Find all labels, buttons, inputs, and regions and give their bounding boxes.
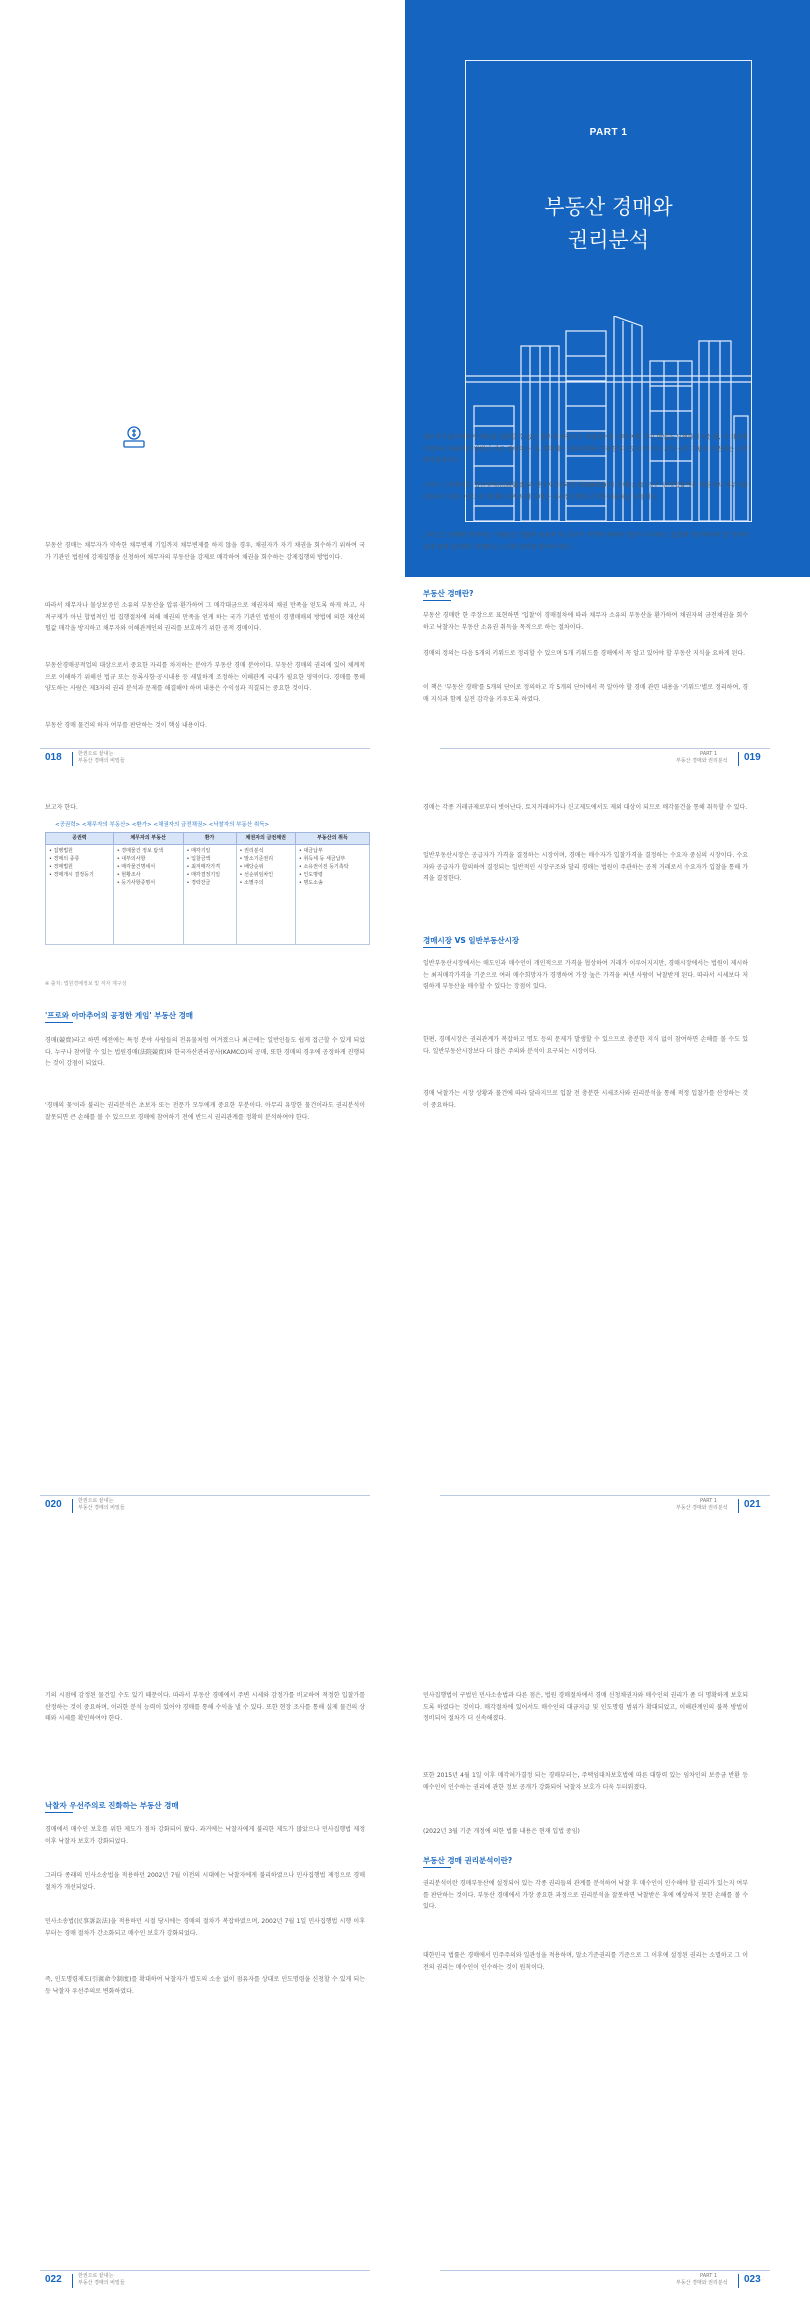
keyword-table [45,832,370,945]
page-number: 021 [744,1499,761,1510]
footer-part: PART 1 [700,1498,718,1504]
page-019 [405,0,810,770]
paragraph: (2022년 3월 기준 개정에 의한 법률 내용은 현재 입법 중임) [423,1828,580,1835]
paragraph: 부동산 경매 물건의 하자 여부를 판단하는 것이 핵심 내용이다. [45,722,208,729]
footer-part: PART 1 [700,2273,718,2279]
table-note: ※ 출처: 법원경매정보 및 저자 재구성 [45,981,127,987]
paragraph: 즉, 인도명령제도(引渡命令制度)를 확대하여 낙찰자가 별도의 소송 없이 점유자를 상대로 인도명령을 신청할 수 있게 되는 등 낙찰자 우선주의로 변화하였다. [45,1976,365,1995]
table-header: 부동산의 취득 [295,833,369,845]
paragraph: 경매에서 매수인 보호를 위한 제도가 점차 강화되어 왔다. 과거에는 낙찰자에게 불리한 제도가 많았으나 민사집행법 제정 이후 낙찰자 보호가 강화되었다. [45,1826,365,1845]
section-heading: 낙찰자 우선주의로 진화하는 부동산 경매 [45,1801,179,1810]
footer-rule [40,1495,370,1496]
table-row [46,845,370,945]
paragraph: 권리분석이란 경매부동산에 설정되어 있는 각종 권리들의 관계를 분석하여 낙찰 후 매수인이 인수해야 할 권리가 있는지 여부를 판단하는 것이다. 부동산 경매에서 가장 중요한 과정으로 권리분석을 잘못하면 낙찰받은 후에 예상하지 못한 손해를 볼 수 있다. [423,1880,748,1910]
paragraph: 또한 2015년 4월 1일 이후 매각허가결정 되는 경매부터는, 주택임대차보호법에 따른 대항력 있는 임차인의 보증금 반환 등 매수인이 인수하는 권리에 관한 정보 공개가 강화되어 낙찰자 보호가 더욱 두터워졌다. [423,1772,748,1791]
paragraph: 따라서 채무자나 물상보증인 소유의 부동산을 압류·환가하여 그 매각대금으로 채권자의 채권 만족을 얻도록 하게 하고, 사적구제가 아닌 합법적인 법 집행절차에 의해 채권의 만족을 얻게 하는 국가 기관인 법원이 경쟁매매의 방법에 의한 재산의 헐값 매각을 방지하고 채무자와 이해관계인의 권리를 보호하기 위한 공적 경매이다. [45,602,365,632]
footer-divider [72,752,73,766]
paragraph: 그러므로 경매에 참여하는 사람들은 법률적·금융적 및 실무적 측면에 대하여 충분히 숙지하고 입찰에 참가하여야 할 것이며 실제 경매 법정에서 진행되는 순서와 절차를 알아야 한다. [423,532,748,551]
footer-book-subtitle: 부동산 경매의 비밀들 [78,758,125,764]
table-cell: • 대금납부 • 취득세 등 세금납부 • 소유권이전 등기촉탁 • 인도명령 • 명도소송 [295,845,369,945]
paragraph: 일반부동산시장에서는 매도인과 매수인이 개인적으로 가격을 협상하여 거래가 이루어지지만, 경매시장에서는 법원이 제시하는 최저매각가격을 기준으로 여러 매수희망자가 경쟁하여 가장 높은 가격을 써낸 사람이 낙찰받게 된다. 따라서 시세보다 저렴하게 부동산을 매수할 수 있다는 장점이 있다. [423,960,748,990]
footer-divider [72,2274,73,2288]
paragraph: 경매 낙찰가는 시장 상황과 물건에 따라 달라지므로 입찰 전 충분한 시세조사와 권리분석을 통해 적정 입찰가를 산정하는 것이 중요하다. [423,1090,748,1109]
footer-divider [72,1499,73,1513]
table-header-row [46,833,370,845]
heading-underline [423,600,451,601]
footer-rule [440,748,770,749]
page-020 [0,770,405,1530]
table-cell: • 집행법원 • 경매의 종류 • 경매법원 • 경매개시 결정등기 [46,845,114,945]
table-cell: • 권리분석 • 말소기준권리 • 배당순위 • 선순위임차인 • 소멸주의 [236,845,295,945]
footer-book-subtitle: 부동산 경매의 비밀들 [78,2280,125,2286]
page-018 [0,0,405,770]
paragraph: '경매의 꽃'이라 불리는 권리분석은 초보자 또는 전문가 모두에게 중요한 부분이다. 아무리 유망한 물건이라도 권리분석이 잘못되면 큰 손해를 볼 수 있으므로 경매에 참여하기 전에 반드시 권리관계를 정확히 분석하여야 한다. [45,1102,365,1121]
paragraph: 민사소송법(民事訴訟法)을 적용하던 시절 당시에는 경매의 절차가 복잡하였으며, 2002년 7월 1일 민사집행법 시행 이후부터는 경매 절차가 간소화되고 매수인 보호가 강화되었다. [45,1918,365,1937]
footer-book-title: 한권으로 끝내는 [78,751,114,757]
part-label: PART 1 [589,127,628,138]
heading-underline [45,1022,73,1023]
paragraph: 부동산 경매는 채무자가 약속한 채무변제 기일까지 채무변제를 하지 않을 경우, 채권자가 자기 채권을 회수하기 위하여 국가 기관인 법원에 강제집행을 신청하여 채무자의 부동산을 강제로 매각하여 채권을 회수하는 강제집행의 방법이다. [45,542,365,561]
section-heading: 부동산 경매란? [423,589,474,598]
paragraph: 경매의 정의는 다음 5개의 키워드로 정리할 수 있으며 5개 키워드를 경매에서 꼭 알고 있어야 할 부동산 지식을 요하게 된다. [423,650,746,657]
paragraph: 경매는 각종 거래규제로부터 벗어난다. 토지거래허가나 신고제도에서도 제외 대상이 되므로 매각물건을 통해 취득할 수 있다. [423,804,748,811]
paragraph: 부동산경매공적업의 대상으로서 중요한 자리를 차지하는 분야가 부동산 경매 분야이다. 부동산 경매의 권리에 있어 체계적으로 이해하기 위해선 법규 또는 등록사항·공시내용 등 세밀하게 조정하는 이해관계 국내가 필요한 영역이다. 경매를 통해 양도하는 사람은 제3자의 권리 분석과 문제를 해결해야 하며 내용은 수익성과 직결되는 중요한 것이다. [45,662,365,692]
paragraph: 그러다 종래의 민사소송법을 적용하던 2002년 7월 이전의 시대에는 낙찰자에게 불리하였으나 민사집행법 제정으로 경매절차가 개선되었다. [45,1872,365,1891]
table-header: 환가 [183,833,236,845]
footer-book-title: 한권으로 끝내는 [78,1498,114,1504]
paragraph: 민사집행법이 구법인 민사소송법과 다른 점은, 법원 경매절차에서 경매 신청채권자와 매수인의 권리가 좀 더 명확하게 보호되도록 하였다는 것이다. 매각절차에 있어서도 매수인의 대금지급 및 인도명령 범위가 확대되었고, 이해관계인의 불복 방법이 정비되어 절차가 더 신속해졌다. [423,1692,748,1722]
footer-chapter: 부동산 경매와 권리분석 [676,2280,728,2286]
footer-part: PART 1 [700,751,718,757]
footer-divider [738,2274,739,2288]
footer-divider [738,752,739,766]
page-number: 022 [45,2274,62,2285]
page-022 [0,1530,405,2300]
spread-1 [0,0,810,770]
paragraph: 경매(競賣)라고 하면 예전에는 특정 분야 사람들의 전유물처럼 여겨졌으나 최근에는 일반인들도 쉽게 접근할 수 있게 되었다. 누구나 참여할 수 있는 법원경매(法院競賣)와 한국자산관리공사(KAMCO)의 공매, 또한 경매의 경우에 공정하게 진행되는 것이 강점이 되었다. [45,1037,365,1067]
table-cell: • 경매물건 정보 탐색 • 내부의사항 • 매각물건명세서 • 현황조사 • 등기사항증명서 [113,845,183,945]
section-heading: 경매시장 VS 일반부동산시장 [423,936,520,945]
footer-rule [440,2270,770,2271]
heading-underline [423,947,451,948]
page-number: 020 [45,1499,62,1510]
heading-underline [45,1812,73,1813]
table-header: 채무자의 부동산 [113,833,183,845]
part-title-line1: 부동산 경매와 [544,195,673,219]
table-header: 공권력 [46,833,114,845]
footer-book-subtitle: 부동산 경매의 비밀들 [78,1505,125,1511]
page-023 [405,1530,810,2300]
page-number: 018 [45,752,62,763]
paragraph: 이 책은 '부동산 경매'를 5개의 단어로 정의하고 각 5개의 단어에서 꼭 알아야 할 경매 관련 내용을 '키워드'별로 정리하여, 경매 지식과 함께 실전 감각을 키우도록 하였다. [423,684,748,703]
page-number: 019 [744,752,761,763]
money-icon [120,425,148,449]
footer-rule [440,1495,770,1496]
paragraph: 그러나 그중에서도 법원경매(法院競賣)와 한국자산관리공사(KAMCO)의 공매(公賣) 등은 관계법률에서 채권자와 채무자를 보호하기 위한 수단으로 경매를 하게 되며 공매는 국세징수법에 근거한 세금체납 처분이다. [423,482,748,501]
part-title-line2: 권리분석 [567,228,650,252]
heading-underline [423,1867,451,1868]
paragraph: 보고자 한다. [45,804,78,811]
paragraph: 일반부동산시장은 공급자가 가격을 결정하는 시장이며, 경매는 매수자가 입찰가격을 결정하는 수요자 중심의 시장이다. 수요자와 공급자가 합의하여 결정되는 일반적인 시장구조와 달리 경매는 법원이 주관하는 공적 거래로서 수요자가 입찰을 통해 가격을 결정한다. [423,852,748,882]
footer-chapter: 부동산 경매와 권리분석 [676,758,728,764]
paragraph: 기의 시점에 감정된 물건일 수도 있기 때문이다. 따라서 부동산 경매에서 주변 시세와 감정가를 비교하여 적정한 입찰가를 산정하는 것이 중요하며, 이러한 분석 능력이 있어야 경매를 통해 수익을 낼 수 있다. 또한 현장 조사를 통해 실제 물건의 상태와 시세를 확인하여야 한다. [45,1692,365,1722]
footer-chapter: 부동산 경매와 권리분석 [676,1505,728,1511]
spread-3 [0,1530,810,2300]
section-heading: '프로와 아마추어의 공정한 게임' 부동산 경매 [45,1011,194,1020]
footer-book-title: 한권으로 끝내는 [78,2273,114,2279]
paragraph: 한편, 경매시장은 권리관계가 복잡하고 명도 등의 문제가 발생할 수 있으므로 충분한 지식 없이 참여하면 손해를 볼 수도 있다. 일반부동산시장보다 더 많은 주의와 분석이 요구되는 시장이다. [423,1036,748,1055]
table-header: 채권자의 금전채권 [236,833,295,845]
table-cell: • 매각기일 • 입찰금액 • 최저매각가격 • 매각결정기일 • 경락잔금 [183,845,236,945]
paragraph: 대한민국 법률은 경매에서 민주주의와 일관성을 적용하며, 말소기준권리를 기준으로 그 이후에 설정된 권리는 소멸하고 그 이전의 권리는 매수인이 인수하는 것이 원칙이다. [423,1952,748,1971]
paragraph: 부동산 경매란 한 주장으로 표현하면 '입찰'이 경매절차에 따라 채무자 소유의 부동산을 환가하여 채권자의 금전채권을 회수하고 낙찰자는 부동산 소유권 취득을 목적으로 하는 절차이다. [423,612,748,631]
footer-divider [738,1499,739,1513]
footer-rule [40,2270,370,2271]
table-caption: <공권력> <채무자의 부동산> <환가> <채권자의 금전채권> <낙찰자의 부동산 취득> [55,822,270,828]
footer-rule [40,748,370,749]
section-heading: 부동산 경매 권리분석이란? [423,1856,513,1865]
paragraph: 채무자가 불가피하게 채무를 상환할 수 없는 경우에 채권자는 채권회수를 위해 여러 가지 방법을 모색하게 되는데, 이 채권회수절차의 대표적인 방법이 바로 경매이다. 또 경매에는 임의경매와 강제경매가 있으며 이는 모두 국가 기관이 주관하는 공적 매각절차이다. [423,434,748,464]
page-number: 023 [744,2274,761,2285]
page-021 [405,770,810,1530]
spread-2 [0,770,810,1530]
